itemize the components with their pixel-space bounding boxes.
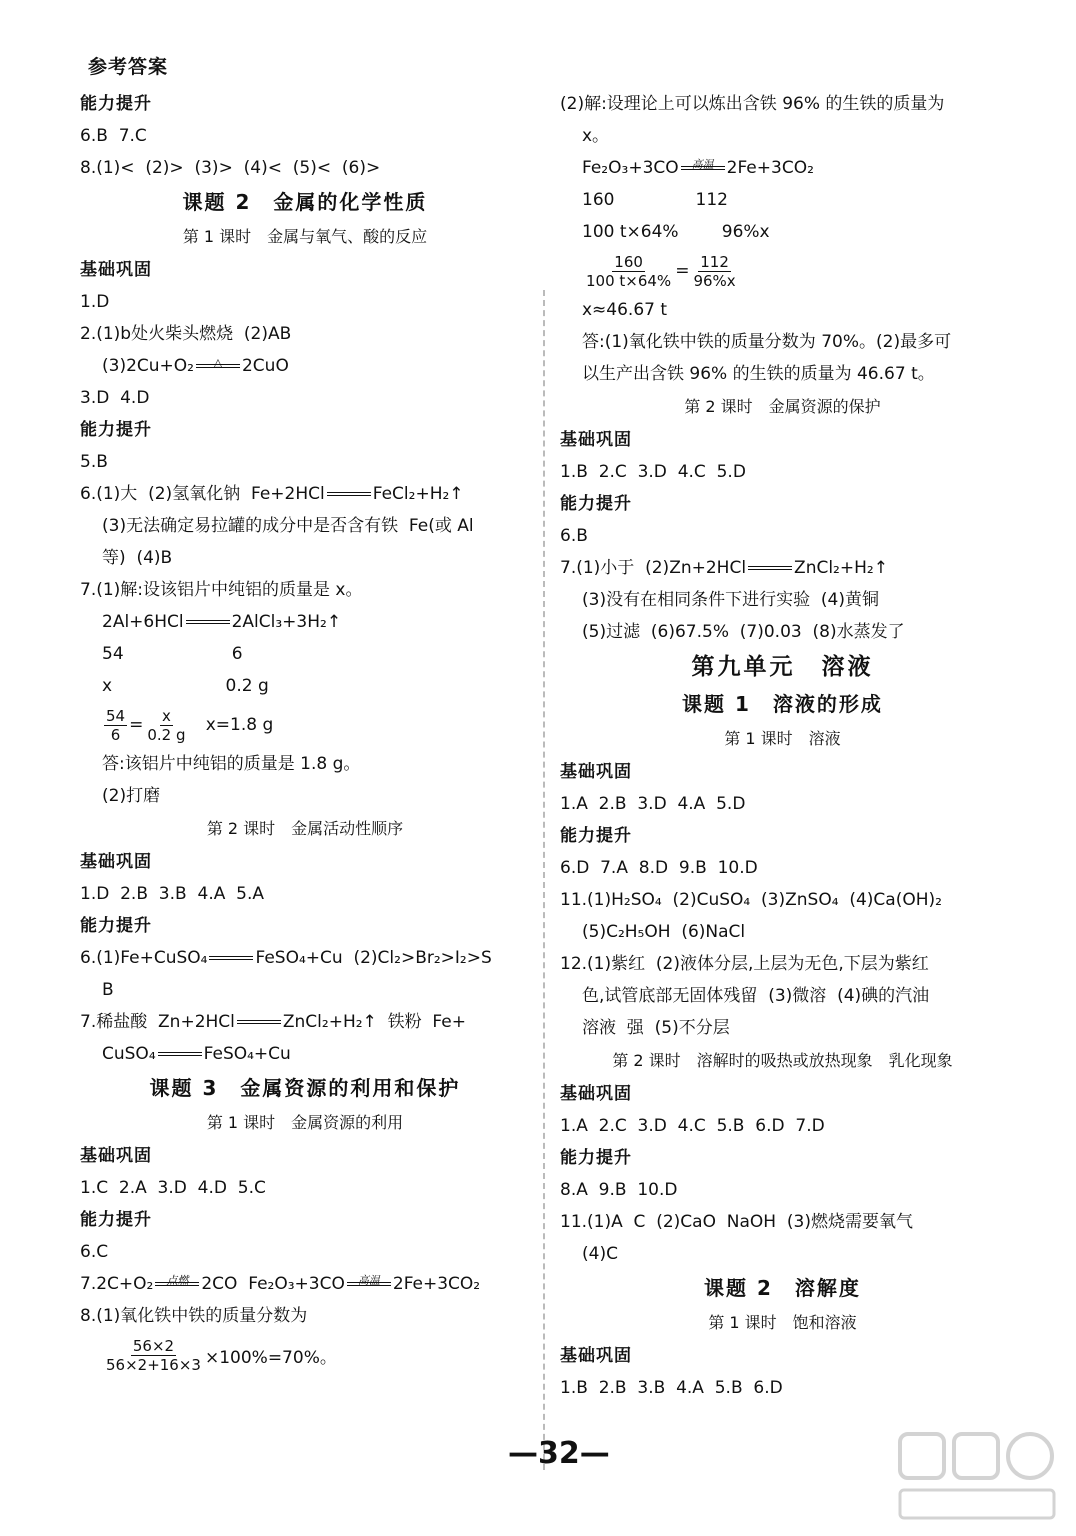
reaction-arrow: 高温 bbox=[347, 1279, 391, 1289]
answer-line: 1.D bbox=[80, 292, 110, 312]
section-heading: 基础巩固 bbox=[560, 1346, 632, 1366]
answer-line: 5.B bbox=[80, 452, 108, 472]
answer-line: (4)C bbox=[582, 1244, 618, 1264]
answer-line: 等) (4)B bbox=[102, 548, 173, 568]
reaction-arrow bbox=[186, 617, 230, 627]
answer-line: 6.B 7.C bbox=[80, 126, 147, 146]
section-heading: 能力提升 bbox=[560, 1148, 632, 1168]
answer-line: 3.D 4.D bbox=[80, 388, 150, 408]
equation-line: (3)2Cu+O₂ △ 2CuO bbox=[102, 356, 289, 376]
answer-line: (2)解:设理论上可以炼出含铁 96% 的生铁的质量为 bbox=[560, 94, 945, 114]
equation-line: 2Al+6HCl 2AlCl₃+3H₂↑ bbox=[102, 612, 342, 632]
page-number: —32— bbox=[508, 1436, 610, 1471]
answer-line: 1.D 2.B 3.B 4.A 5.A bbox=[80, 884, 265, 904]
answer-line: 11.(1)A C (2)CaO NaOH (3)燃烧需要氧气 bbox=[560, 1212, 913, 1232]
period-title: 第 1 课时 金属与氧气、酸的反应 bbox=[182, 227, 428, 246]
left-column bbox=[80, 88, 530, 1378]
lesson-title: 课题 1 溶液的形成 bbox=[682, 692, 883, 716]
watermark-logo-icon bbox=[892, 1426, 1062, 1526]
answer-line: 11.(1)H₂SO₄ (2)CuSO₄ (3)ZnSO₄ (4)Ca(OH)₂ bbox=[560, 890, 942, 910]
answer-line: (2)打磨 bbox=[102, 786, 161, 806]
answer-line: 1.B 2.B 3.B 4.A 5.B 6.D bbox=[560, 1378, 783, 1398]
answer-line: 溶液 强 (5)不分层 bbox=[582, 1018, 730, 1038]
answer-line: (5)过滤 (6)67.5% (7)0.03 (8)水蒸发了 bbox=[582, 622, 905, 642]
equation-line: 7.稀盐酸 Zn+2HCl ZnCl₂+H₂↑ 铁粉 Fe+ bbox=[80, 1012, 466, 1032]
period-title: 第 2 课时 金属资源的保护 bbox=[684, 397, 881, 416]
section-heading: 基础巩固 bbox=[560, 762, 632, 782]
answer-line: x。 bbox=[582, 126, 610, 146]
answer-line: 1.B 2.C 3.D 4.C 5.D bbox=[560, 462, 746, 482]
fraction-equation: $\frac{56\times 2}{56\times 2+16\times 3}$ ×100%=70%。 bbox=[106, 1336, 337, 1374]
ratio-line: 160 112 bbox=[582, 190, 728, 210]
answer-line: 12.(1)紫红 (2)液体分层,上层为无色,下层为紫红 bbox=[560, 954, 929, 974]
answer-line: 6.D 7.A 8.D 9.B 10.D bbox=[560, 858, 758, 878]
answer-line: 色,试管底部无固体残留 (3)微溶 (4)碘的汽油 bbox=[582, 986, 930, 1006]
reaction-arrow bbox=[748, 563, 792, 573]
period-title: 第 2 课时 溶解时的吸热或放热现象 乳化现象 bbox=[612, 1051, 953, 1070]
fraction: $\frac{x}{0.2 g}$ bbox=[147, 706, 186, 744]
reaction-arrow bbox=[237, 1017, 281, 1027]
lesson-title: 课题 2 金属的化学性质 bbox=[182, 190, 428, 214]
fraction: $\frac{54}{6}$ bbox=[106, 706, 126, 744]
lesson-title: 课题 3 金属资源的利用和保护 bbox=[149, 1076, 461, 1100]
column-divider bbox=[543, 290, 545, 1470]
reaction-arrow bbox=[209, 953, 253, 963]
answer-line: (3)没有在相同条件下进行实验 (4)黄铜 bbox=[582, 590, 879, 610]
answer-line: B bbox=[102, 980, 114, 1000]
section-heading: 基础巩固 bbox=[80, 260, 152, 280]
lesson-title: 课题 2 溶解度 bbox=[704, 1276, 861, 1300]
ratio-line: 100 t×64% 96%x bbox=[582, 222, 770, 242]
answer-line: 1.A 2.C 3.D 4.C 5.B 6.D 7.D bbox=[560, 1116, 825, 1136]
reaction-arrow bbox=[327, 489, 371, 499]
answer-line: 8.A 9.B 10.D bbox=[560, 1180, 678, 1200]
equation-line: CuSO₄ FeSO₄+Cu bbox=[102, 1044, 291, 1064]
answer-line: 7.(1)解:设该铝片中纯铝的质量是 x。 bbox=[80, 580, 363, 600]
section-heading: 基础巩固 bbox=[80, 852, 152, 872]
right-column bbox=[560, 88, 1005, 1404]
answer-line: 1.C 2.A 3.D 4.D 5.C bbox=[80, 1178, 266, 1198]
period-title: 第 2 课时 金属活动性顺序 bbox=[206, 819, 404, 838]
fraction: $\frac{112}{96\%x}$ bbox=[693, 252, 736, 290]
answer-line: x≈46.67 t bbox=[582, 300, 668, 320]
answer-line: (5)C₂H₅OH (6)NaCl bbox=[582, 922, 746, 942]
answer-line: 8.(1)< (2)> (3)> (4)< (5)< (6)> bbox=[80, 158, 381, 178]
section-heading: 基础巩固 bbox=[560, 1084, 632, 1104]
equation-line: Fe₂O₃+3CO 高温 2Fe+3CO₂ bbox=[582, 158, 814, 178]
section-heading: 能力提升 bbox=[80, 420, 152, 440]
period-title: 第 1 课时 饱和溶液 bbox=[708, 1313, 857, 1332]
answer-line: 以生产出含铁 96% 的生铁的质量为 46.67 t。 bbox=[582, 364, 935, 384]
reaction-arrow: △ bbox=[196, 361, 240, 371]
page-header: 参考答案 bbox=[88, 56, 169, 78]
period-title: 第 1 课时 金属资源的利用 bbox=[206, 1113, 404, 1132]
section-heading: 能力提升 bbox=[80, 1210, 152, 1230]
section-heading: 基础巩固 bbox=[560, 430, 632, 450]
equation-line: 7.2C+O₂ 点燃 2CO Fe₂O₃+3CO 高温 2Fe+3CO₂ bbox=[80, 1274, 481, 1294]
equation-line: 6.(1)大 (2)氢氧化钠 Fe+2HCl FeCl₂+H₂↑ bbox=[80, 484, 464, 504]
section-heading: 能力提升 bbox=[560, 826, 632, 846]
section-heading: 能力提升 bbox=[80, 94, 152, 114]
answer-line: 1.A 2.B 3.D 4.A 5.D bbox=[560, 794, 746, 814]
answer-line: 6.C bbox=[80, 1242, 109, 1262]
fraction: $\frac{56\times 2}{56\times 2+16\times 3}$ bbox=[106, 1336, 201, 1374]
reaction-arrow bbox=[158, 1049, 202, 1059]
reaction-arrow: 点燃 bbox=[155, 1279, 199, 1289]
equation-line: 6.(1)Fe+CuSO₄ FeSO₄+Cu (2)Cl₂>Br₂>I₂>S bbox=[80, 948, 492, 968]
section-heading: 能力提升 bbox=[80, 916, 152, 936]
answer-line: 8.(1)氧化铁中铁的质量分数为 bbox=[80, 1306, 308, 1326]
reaction-arrow: 高温 bbox=[681, 163, 725, 173]
answer-line: 6.B bbox=[560, 526, 588, 546]
answer-line: 答:该铝片中纯铝的质量是 1.8 g。 bbox=[102, 754, 361, 774]
fraction-equation: $\frac{54}{6}$ = $\frac{x}{0.2 g}$ x=1.8 g bbox=[106, 706, 274, 744]
answer-line: 2.(1)b处火柴头燃烧 (2)AB bbox=[80, 324, 292, 344]
unit-title: 第九单元 溶液 bbox=[691, 654, 874, 680]
section-heading: 基础巩固 bbox=[80, 1146, 152, 1166]
fraction: $\frac{160}{100 t\times 64\%}$ bbox=[586, 252, 672, 290]
ratio-line: 54 6 bbox=[102, 644, 243, 664]
period-title: 第 1 课时 溶液 bbox=[724, 729, 841, 748]
answer-line: 答:(1)氧化铁中铁的质量分数为 70%。(2)最多可 bbox=[582, 332, 952, 352]
ratio-line: x 0.2 g bbox=[102, 676, 269, 696]
fraction-equation: $\frac{160}{100 t\times 64\%}$ = $\frac{112}{96\%x}$ bbox=[586, 252, 736, 290]
section-heading: 能力提升 bbox=[560, 494, 632, 514]
equation-line: 7.(1)小于 (2)Zn+2HCl ZnCl₂+H₂↑ bbox=[560, 558, 888, 578]
answer-line: (3)无法确定易拉罐的成分中是否含有铁 Fe(或 Al bbox=[102, 516, 474, 536]
